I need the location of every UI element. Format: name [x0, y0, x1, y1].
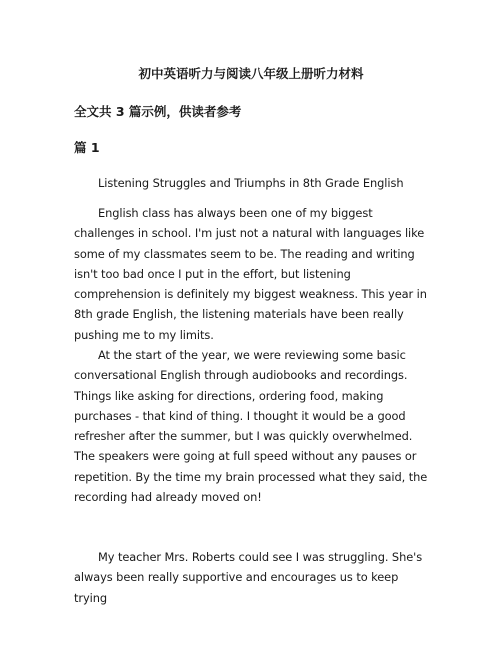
paragraph-2: At the start of the year, we were reviewing some basic conversational English through audiobooks and recordings. Things like asking for directions, ordering food, making purchases - that kind of thing. I thought it would be a good refresher after the summer, but I was quickly overwhelmed. The speakers were going at full speed without any pauses or repetition. By the time my brain processed what they said, the recording had already moved on!: [74, 348, 428, 505]
paragraph-1: English class has always been one of my biggest challenges in school. I'm just not a natural with languages like some of my classmates seem to be. The reading and writing isn't too bad once I put in the effort, but listening comprehension is definitely my biggest weakness. This year in 8th grade English, the listening materials have been really pushing me to my limits.: [74, 206, 427, 342]
section-heading: 篇 1: [74, 140, 100, 155]
document-subtitle: 全文共 3 篇示例，供读者参考: [74, 104, 242, 119]
essay-title: Listening Struggles and Triumphs in 8th Grade English: [98, 176, 404, 190]
document-title: 初中英语听力与阅读八年级上册听力材料: [138, 66, 364, 81]
paragraph-3: My teacher Mrs. Roberts could see I was struggling. She's always been really supportive and encourages us to keep trying: [74, 550, 423, 605]
